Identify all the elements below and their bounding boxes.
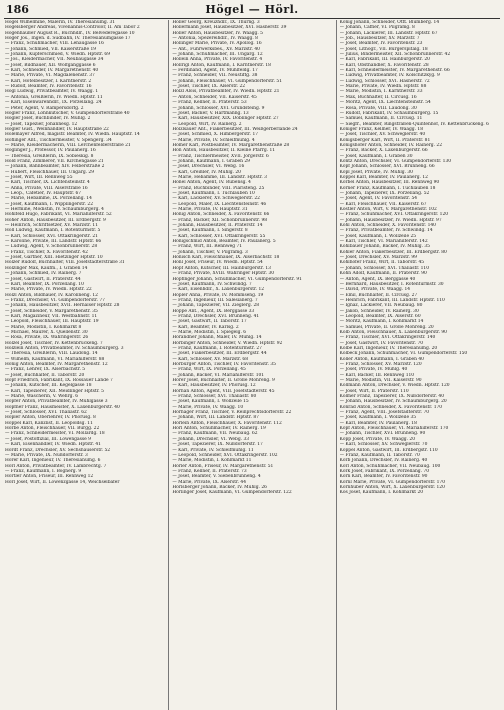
directory-entry: — Rosa, Private, IX. Währingerstr. 26 bbox=[5, 335, 89, 341]
directory-entry: — Ignaz, Lackierer, VII. Neubaug. 80 bbox=[339, 303, 423, 309]
directory-entry: König Johann, Schneider, Ottt. Blumberg. 14 bbox=[339, 20, 440, 25]
directory-entry: — Karl, Schlosser, XVI. Ottakringerstr. 55 bbox=[172, 233, 266, 239]
directory-entry: — Franz, Drechsler, VI. Gumpendorferstr. 77 bbox=[5, 297, 105, 303]
directory-entry: Hörlinger Josef, Kaufmann, VI. Gumpendorferstr. 122 bbox=[172, 490, 292, 496]
directory-entry: — Marie, Wäscherin, V. Wehrg. 6 bbox=[5, 394, 79, 400]
directory-entry: — Hermine, Modistin, IV. Schaumburgerg. 4 bbox=[5, 207, 104, 213]
directory-entry: Hold Franz, Zimmerer, VII. Kirchengasse 21 bbox=[5, 158, 104, 164]
directory-entry: Hölzlein Anton, Privatbeamter, IV. Schaumburgerg. 3 bbox=[5, 345, 124, 351]
directory-entry: — Marie, Modistin, I. Kohlmarkt 8 bbox=[5, 324, 82, 330]
directory-entry: Königshofer Anton, Schneider, IV. Rainerg. 22 bbox=[339, 142, 442, 148]
directory-entry: Königsberger Karl, Wirt, II. Praterstr. 81 bbox=[339, 137, 431, 143]
directory-entry: — Marie, Private, IV. Wiedn. Hptstr. 22 bbox=[5, 287, 92, 293]
directory-entry: — Ludwig, Schlosser, XVI. Hasnerstr. 72 bbox=[339, 78, 430, 84]
directory-entry: Hördt Franz, Drechsler, XV. Sechshauserstr. 52 bbox=[5, 447, 111, 453]
directory-entry: — Johann, Schuhmacher, III. Ungarg. 12 bbox=[172, 52, 263, 58]
directory-entry: Holl Ludwig, Kaufmann, I. Rotenturmstr. 5 bbox=[5, 228, 101, 234]
directory-entry: — Anton, Agent, IX. Berggasse 40 bbox=[339, 276, 416, 282]
page-header bbox=[4, 3, 500, 17]
directory-entry: Höpf Anton, Kutscher, III. Hainburgerstr. 13 bbox=[172, 265, 271, 271]
directory-entry: — Leopold, Maler, IX. Liechtensteinstr. 46 bbox=[172, 201, 267, 207]
directory-entry: — Anton, Schneider, VII. Kaiserstr. 45 bbox=[172, 94, 257, 100]
directory-entry: Hörl Josef, Wirt, II. Löwenzgasse 14, Weichselbäfer bbox=[5, 479, 120, 485]
directory-entry: — Karl, Schneidermeister, IV. Margarethenstr. 66 bbox=[339, 68, 450, 74]
directory-entry: — Josef, Kaufmann, I. Wollzeile 35 bbox=[339, 415, 417, 421]
directory-entry: — Josef, Kaufmann, IV. Schwindg. 7 bbox=[172, 281, 252, 287]
directory-entry: Hölzlsauer Ant., Fiakerbesitzer, III. Weißgerberlände 24 bbox=[172, 126, 298, 132]
column-1 bbox=[4, 20, 165, 710]
directory-entry: Köpf Johann, Schlosser, XVI. Brunneng. 66 bbox=[339, 164, 435, 170]
directory-entry: — Karl, Hotelbesitzer, I. Kärntnerstr. 2 bbox=[5, 78, 92, 84]
directory-entry: Högler Gust., Weinhändler, IV. Hauptstraße 22 bbox=[5, 126, 109, 132]
directory-entry: — Franz, Kaufmann, VII. Neubaug. 62 bbox=[172, 431, 258, 437]
directory-entry: Hörburger Anton, Tischler, IV. Favoritenstr. 35 bbox=[172, 362, 276, 367]
directory-entry: — Karl, Magazineur, VII. Westbahnstr. 11 bbox=[5, 313, 98, 319]
directory-entry: Höflinger Ant., Tischlermeister, V. Spengerg. 34 bbox=[5, 137, 112, 143]
directory-entry: — Leopold, Schneider, XVI. Ottakringerstr. 102 bbox=[172, 452, 278, 458]
directory-entry: — Johann, Kutscher, III. Kegelgasse 18 bbox=[5, 383, 92, 389]
directory-entry: — Johann, Hausbesitzer, IV. Wiedn. Hptstr. 97 bbox=[339, 217, 442, 223]
directory-entry: — Josef, Gastwirt, IV. Favoritenstr. 70 bbox=[339, 340, 424, 346]
directory-entry: — Josef, Kaufmann, I. Wollzeile 15 bbox=[172, 399, 249, 405]
directory-entry: — Johann, Schlosser, XVI. Grundsteing. 9 bbox=[172, 105, 265, 111]
directory-entry: Kohn Adolf, Kaufmann, II. Praterstr. 90 bbox=[339, 271, 427, 277]
directory-entry: Körnl Marie, Private, VI. Gumpendorferstr. 170 bbox=[339, 479, 446, 485]
directory-entry: — Rudolf, Beamter, IV. Favoritenstr. 16 bbox=[5, 84, 92, 90]
directory-entry: — Franz, Kaufmann, II. Taborstr. 70 bbox=[339, 452, 420, 458]
directory-entry: — Johann, Wirt, III. Landstr. Hptstr. 87 bbox=[172, 415, 259, 421]
directory-entry: — Ferdinand, Agent, IV. Mühlfeldg. 17 bbox=[172, 68, 258, 74]
directory-entry: — Leopold, Wirt, IV. Rainerg. 2 bbox=[172, 121, 242, 127]
directory-entry: — Franz, Tischler, X. Favoritenstr. 42 bbox=[5, 249, 88, 255]
directory-entry: — Franz, Tischler, XVI. Ottakringerstr. 140 bbox=[339, 335, 436, 341]
directory-entry: — Siegfr., Beamter, Ringstraßen-Quintenhof, IV. Kettenbrückeng. 6 bbox=[339, 121, 489, 127]
directory-entry: — Josef, Private, IV. Mühlg. 40 bbox=[339, 367, 408, 373]
directory-entry: — Josef, Schneider, V. Margarethenstr. 35 bbox=[5, 308, 98, 314]
directory-entry: — Josef, Bildhauer, XII. Wolfganggasse 6 bbox=[5, 62, 96, 68]
directory-entry: Hönig Anton, Schneider, X. Favoritenstr. 66 bbox=[172, 212, 270, 218]
directory-entry: — Josef, Kaufmann, I. Tuchlauben 10 bbox=[172, 191, 255, 196]
directory-entry: — Josef, Kaufmann, I. Wollzeile 25 bbox=[339, 233, 417, 239]
directory-entry: — Karl, Beamter, IV. Paulanerg. 18 bbox=[339, 420, 417, 426]
directory-entry: Korb Johann, Drechsler, IV. Rainerg. 40 bbox=[339, 458, 428, 464]
directory-entry: — Josef, Lithogr., VII. Bürgerspitalg. 18 bbox=[339, 46, 428, 52]
directory-entry: — Franz, Wirt, III. Rennweg 71 bbox=[172, 244, 243, 250]
directory-entry: Hohlfeld Hugo, Fabrikant, VI. Mariahilferstr. 52 bbox=[5, 212, 112, 218]
directory-entry: — Johann, Schmied, VII. Kaiserstraße 19 bbox=[5, 46, 97, 52]
directory-entry: — Karl, Private, IV. Schleifmühlg. 11 bbox=[172, 447, 254, 453]
directory-entry: — Antonia, Spezereihdlr., IV. Waagg. 8 bbox=[172, 36, 258, 42]
page-title: Högel — Hörl. bbox=[205, 3, 299, 16]
directory-entry: — Karl, Bäcker, III. Rennweg 110 bbox=[339, 372, 415, 378]
directory-entry: Kolbe Karl, Ingenieur, IV. Theresianumg. 20 bbox=[339, 345, 438, 351]
directory-entry: Höllein Anna, Private, IV. Favoritenstr. 4 bbox=[172, 57, 263, 63]
directory-entry: — Karl, Beamter, IX. Porzellang. 10 bbox=[5, 281, 84, 287]
directory-entry: — Bernhard, Hausbesitzer, I. Rotenturmstr. 30 bbox=[339, 281, 444, 287]
directory-entry: Höglinger J., Professor, IV. Paulanerg. 16 bbox=[5, 148, 96, 154]
directory-entry: — Heinrich, Fabrikant, III. Landstr. Hptstr. 110 bbox=[339, 297, 445, 303]
directory-entry: Hörler Anton, Friseur, IV. Margarethenstr. 51 bbox=[172, 463, 274, 469]
directory-entry: — Theresia, Greißlerin, VIII. Laudong. 14 bbox=[5, 351, 98, 357]
directory-entry: Hömer Karl, Postbeamter, IV. Margarethenstraße 28 bbox=[172, 142, 290, 148]
directory-entry: — Franz, Schneidermeister, VI. Mollardg. 18 bbox=[5, 431, 105, 437]
directory-entry: Höpler Anton, Oberlehrer, IV. Phorusg. 8 bbox=[5, 415, 96, 421]
directory-entry: Hönel Anton, Agent, IV. Rubensg. 4 bbox=[172, 180, 251, 186]
directory-entry: Holzer Rudolf, Buchhalter, VIII. Josefstädterstraße 31 bbox=[5, 260, 125, 266]
directory-entry: — Johann, Bäcker, VI. Mariahilferstr. 101 bbox=[172, 372, 265, 378]
directory-entry: Korn Karl, Beamter, IV. Favoritenstr. 90 bbox=[339, 474, 428, 480]
directory-entry: — Wilhelm, Kaufmann, VI. Mariahilferstr. 88 bbox=[5, 356, 105, 362]
directory-entry: — Franz, Schuhmacher, VIII. Lenaugasse 16 bbox=[5, 41, 104, 47]
directory-entry: — Antonia, Greißlerin, IV. Wiedn. Hptstr. 11 bbox=[5, 94, 103, 100]
directory-entry: — Ludwig, Privatbeamter, IV. Kolschitzkyg. 9 bbox=[339, 73, 440, 79]
directory-entry: — Franz, Wirt, IX. Porzellang. 45 bbox=[172, 367, 246, 373]
directory-entry: Högelsberger Andreas, Vivenannis-Controlor, II. Am Tabor 2 bbox=[5, 25, 140, 31]
directory-entry: — Job., Hausbesitzer, XV. Märzstr. 7 bbox=[339, 36, 420, 42]
directory-entry: Hörhan Anton, Agent, VIII. Josefstädterstr. 45 bbox=[172, 388, 275, 394]
directory-entry: Hörl Anton, Schuhmacher, IV. Rainerg. 19 bbox=[172, 426, 266, 432]
directory-entry: — Franz, Agent, VIII. Josefstädterstr. 70 bbox=[339, 410, 430, 416]
directory-entry: Högel Wilhelmine, Malerin, IV. Theresianumg. 31 bbox=[5, 20, 116, 25]
directory-entry: — Josef, Beamter, IV. Favoritenstr. 23 bbox=[339, 41, 423, 47]
directory-entry: Kopf Anton, Fleischhauer, VI. Mariahilferstr. 170 bbox=[339, 426, 449, 432]
directory-entry: — Josef, Tapezier, Johannesg. 12 bbox=[5, 121, 78, 127]
directory-entry: Kohl Anton, Schneider, X. Favoritenstr. 140 bbox=[339, 223, 436, 229]
directory-entry: Kos Josef, Kaufmann, I. Kohlmarkt 20 bbox=[339, 490, 424, 496]
directory-entry: Höllermann Josef, Hausbesitzer, XVI. Hasnerstr. 39 bbox=[172, 25, 287, 31]
directory-entry: — Karl, Schlosser, XV. Märzstr. 68 bbox=[172, 356, 249, 362]
directory-entry: Höpfer Anton, Privatbeamter, IV. Mühlgasse 3 bbox=[5, 399, 108, 405]
directory-entry: — Johann, Caffier, VI. Pilgramg. 8 bbox=[339, 25, 415, 31]
directory-entry: Kopp Josef, Private, IV. Waagg. 20 bbox=[339, 436, 415, 442]
directory-entry: Höller Georg, Kreuzhdlr., IX. Thurng. 3 bbox=[172, 20, 260, 25]
directory-entry: — Josef, Kaufmann, I. Wipplingerstr. 22 bbox=[5, 201, 94, 207]
directory-entry: Hönisch Karl, Fleischhauer, IX. Alserbachstr. 18 bbox=[172, 255, 280, 261]
directory-entry: — Johann, Kaufmann, I. Graben 29 bbox=[172, 158, 250, 164]
directory-entry: — Johann, Tapezierer, IX. Porzellang. 52 bbox=[339, 191, 430, 196]
directory-entry: — Moritz, Kaufmann, I. Kohlmarkt 14 bbox=[339, 319, 424, 325]
directory-entry: Höpfinger Johann, Schuhmacher, VI. Gumpendorferstr. 91 bbox=[172, 276, 302, 282]
directory-entry: — Josef, Agent, IV. Favoritenstr. 54 bbox=[339, 196, 418, 202]
directory-entry: Hoher Anton, Hausbesitzer, III. Erdbergstr. 9 bbox=[5, 217, 106, 223]
directory-entry: — Karl, Lackierer, XV. Schweglerstr. 22 bbox=[172, 196, 260, 202]
directory-entry: — Heinrich, Schriftsetzer, XV. Märzstr. 11 bbox=[5, 223, 99, 229]
directory-entry: Konrad Anton, Schneider, X. Favoritenstr. 170 bbox=[339, 404, 443, 410]
directory-entry: — Jos., Kleidermacher, VII. Neubaugasse 34 bbox=[5, 57, 104, 63]
directory-entry: Högenhaußer August R., Buchhdlr., IV. Belvederegasse 10 bbox=[5, 30, 135, 36]
directory-entry: Kolbeck Johann, Schuhmacher, VI. Gumpendorferstr. 150 bbox=[339, 351, 468, 357]
directory-entry: Hopf Friedrich, Fabrikant, IX. Rossauer Lände 7 bbox=[5, 378, 113, 384]
directory-entry: — Johann, Lackierer, III. Landstr. Hptstr. 67 bbox=[339, 30, 438, 36]
directory-entry: — Theresia, Greißlerin, IX. Sobieskig. 8 bbox=[5, 153, 94, 159]
directory-entry: — Josef, Tischler, XV. Schweglerstr. 40 bbox=[339, 132, 426, 138]
directory-entry: — Leop., Cafetier, IV. Hauptstr. 67 bbox=[5, 191, 82, 196]
directory-entry: — Karl, Obsthändler, X. Favoritenstr. 28 bbox=[339, 62, 429, 68]
directory-entry: — Karl, Hausbesitzer, IV. Phorusg. 12 bbox=[172, 383, 256, 389]
directory-entry: — Franz, Kaufmann, I. Bognerg. 9 bbox=[5, 468, 82, 474]
directory-entry: — Johann, Hausbesitzer, IV. Schaumburgerg. 20 bbox=[339, 399, 447, 405]
directory-entry: — Marie, Private, IV. Wiedn. Hptstr. 88 bbox=[339, 84, 427, 90]
directory-entry: — Marie, Hebamme, III. Landstr. Hptstr. 3 bbox=[172, 174, 267, 180]
directory-entry: Hölemayer Alfred, magistr. Beamter, IV. Wiedn. Hauptstr. 14 bbox=[5, 132, 140, 138]
directory-entry: — David, Private, IV. Waagg. 14 bbox=[339, 287, 411, 293]
directory-entry: — Josef, Buchhalter, II. Taborstr. 20 bbox=[5, 372, 85, 378]
directory-entry: — Marie, Private, IV. Waagg. 10 bbox=[172, 404, 244, 410]
directory-entry: — Franz, Lehrer, IX. Alserbachstr. 5 bbox=[5, 367, 86, 373]
directory-entry: Höppel Karl, Kanzlist, II. Leopoldsg. 11 bbox=[5, 420, 93, 426]
directory-entry: — Michael, Maurer, X. Quellenstr. 30 bbox=[5, 329, 88, 335]
directory-entry: — Karl, Eisenwarenhdlr., IX. Porzellang. 24 bbox=[5, 100, 102, 106]
directory-entry: Höger Jos., Ingen. d. Südbahn, IV. Theresianumgasse 17 bbox=[5, 36, 131, 42]
directory-entry: — Marie, Hebamme, IX. Porzellang. 14 bbox=[5, 196, 92, 202]
directory-entry: — Franz, Ingenieur, III. Salesianerg. 7 bbox=[172, 297, 258, 303]
directory-entry: — Franz, Bäcker, XII. Schönbrunnerstr. 98 bbox=[172, 217, 268, 223]
directory-entry: — Ludwig, Agent, V. Schönbrunnerstr. 28 bbox=[5, 244, 98, 250]
directory-entry: — Josef, Tapezierer, IX. Nußdorferstr. 17 bbox=[172, 442, 263, 448]
directory-entry: — Franz, Schneider, VII. Neustiftg. 38 bbox=[172, 73, 258, 79]
directory-entry: — Josef, Schlosser, XVI. Thaliastr. 62 bbox=[5, 410, 87, 416]
directory-entry: Kohlbauer Johann, Bäcker, IV. Mühlg. 35 bbox=[339, 244, 430, 250]
directory-entry: Högler Josef, Buchbinder, IV. Mühlg. 2 bbox=[5, 116, 91, 122]
directory-entry: — Ant., Fuhrwerksbes., XV. Märzstr. 40 bbox=[172, 46, 260, 52]
directory-entry: Koller Anton, Kaufmann, I. Graben 40 bbox=[339, 356, 424, 362]
directory-entry: — Franz, Privatbeamter, IV. Schwindg. 14 bbox=[339, 228, 433, 234]
directory-entry: Körner Franz, Kaufmann, I. Tuchlauben 18 bbox=[339, 185, 436, 191]
directory-entry: — Johann, Tischler, V. Pilgramg. 3 bbox=[172, 249, 248, 255]
directory-entry: — Jakob, Schneider, IV. Rainerg. 30 bbox=[339, 308, 419, 314]
directory-entry: — Marie, Modistin, I. Kärntnerstr. 33 bbox=[339, 89, 423, 95]
directory-entry: — Karl, Greißler, IV. Mühlg. 20 bbox=[172, 169, 241, 175]
directory-entry: Koppel Anton, Gastwirt, III. Erdbergstr. 110 bbox=[339, 447, 438, 453]
directory-entry: — Franz, Buchbinder, VIII. Piaristeng. 25 bbox=[172, 185, 265, 191]
directory-entry: Köntz Anton, Drechsler, VI. Gumpendorferstr. 130 bbox=[339, 158, 452, 164]
directory-entry: — Johann, Tapezierer, VII. Zieglerg. 28 bbox=[172, 303, 260, 309]
directory-entry: — Samuel, Private, II. Große Mohreng. 20 bbox=[339, 324, 434, 330]
directory-entry: — Josef, Wirt, II. Praterstr. 110 bbox=[339, 388, 409, 394]
directory-entry: — Karoline, Private, III. Landstr. Hptstr. 66 bbox=[5, 239, 102, 245]
directory-entry: — Franz, Kellner, II. Praterstr. 73 bbox=[172, 468, 247, 474]
column-2 bbox=[168, 20, 332, 710]
directory-entry: Körl Anton, Schuhmacher, VII. Neubaug. 100 bbox=[339, 463, 441, 469]
directory-entry: — Karl, Tischler, IX. Lichtensteinstr. 4 bbox=[5, 180, 90, 186]
directory-entry: Holler Anton, Hausbesitzer, IV. Waagg. 5 bbox=[172, 30, 263, 36]
directory-entry: — Karl, Hausbesitzer, XIX. Döblinger Hptstr. 27 bbox=[172, 116, 279, 122]
directory-entry: — Josef, Gastwirt, II. Taborstr. 17 bbox=[172, 319, 247, 325]
directory-entry: Hölzl Alois, Privatbeamter, IV. Wiedn. Hptstr. 21 bbox=[172, 89, 280, 95]
directory-entry: — Leopold, Beamter, IX. Alserstr. 60 bbox=[339, 313, 421, 319]
page-number: 186 bbox=[6, 3, 29, 16]
directory-entry: Köpl Josef, Private, IV. Mühlg. 30 bbox=[339, 169, 413, 175]
directory-entry: — Marie, Kleidermacherin, VIII. Lerchenfelderstraße 21 bbox=[5, 142, 131, 148]
directory-entry: — Josef, Kaufmann, I. Singerstr. 8 bbox=[172, 228, 248, 234]
directory-entry: Körbel Anton, Hausbesitzer, III. Rennweg 90 bbox=[339, 180, 440, 186]
directory-entry: — Karl, Schneider, IV. Margarethenstr. 40 bbox=[5, 68, 99, 74]
directory-entry: Hoppe Ant., Agent, IX. Berggasse 33 bbox=[172, 308, 255, 314]
directory-entry: Hörlein Anton, Fleischhauer, X. Favoritenstr. 112 bbox=[172, 420, 282, 426]
directory-entry: Höllinger Marie, Private, IV. Apollog. 16 bbox=[172, 41, 262, 47]
directory-entry: — Josef, Schmied, X. Himbergerstr. 17 bbox=[172, 132, 259, 138]
directory-entry: Hönig Anton, Beamter, IV. Margarethenstr. 12 bbox=[5, 362, 108, 367]
directory-entry: — Franz, Tischlermeister, XVII. Jörgerstr. 6 bbox=[172, 153, 269, 159]
directory-entry: — Moritz, Agent, IX. Liechtensteinstr. 54 bbox=[339, 100, 431, 106]
directory-entry: — Hubert, Fleischhauer, III. Ungarg. 29 bbox=[5, 169, 95, 175]
directory-entry: — Johann, Schlosser, XVI. Thaliastr. 110 bbox=[339, 265, 430, 271]
directory-entry: — Josef, Drechsler, XV. Märzstr. 99 bbox=[339, 255, 417, 261]
directory-entry: Hörl Anton, Privatbeamter, IV. Lambrechtg. 7 bbox=[5, 463, 107, 469]
directory-entry: — Marie, Modistin, I. Kohlmarkt 11 bbox=[172, 458, 252, 464]
directory-entry: — Josef, Beamter, V. Siebenbrunneng. 4 bbox=[172, 474, 261, 480]
directory-entry: Kollmann Anton, Drechsler, V. Wiedn. Hptstr. 120 bbox=[339, 383, 450, 389]
directory-entry: — Marie, Private, IV. Schleifmühlg. 4 bbox=[172, 137, 255, 143]
directory-entry: — Johann, Hausbesitzer, II. Praterstr. 14 bbox=[172, 223, 263, 229]
directory-entry: — Julius, Bindermeister, XII. Schönbrunnerstr. 42 bbox=[339, 52, 451, 58]
directory-entry: — Franz, Kaufmann, I. Rotenturmstr. 27 bbox=[172, 345, 262, 351]
directory-entry: — Johann, Hausbesitzer, XVII. Hernalser Hptstr. 28 bbox=[5, 303, 120, 309]
directory-entry: Hörlsberger Johann, Bäcker, IV. Mühlg. 26 bbox=[172, 484, 267, 490]
directory-entry: Hönl Josef, Friseur, IV. Wiedn. Hptstr. 54 bbox=[172, 260, 263, 266]
directory-entry: — Karl, Fleischhauer, VII. Kaiserstr. 67 bbox=[339, 201, 427, 207]
directory-entry: — Karl, Schlosser, XVI. Ottakringerstr. 21 bbox=[5, 233, 98, 239]
header-rule bbox=[4, 18, 500, 19]
directory-entry: — Josef, Kaufmann, I. Graben 30 bbox=[339, 153, 413, 159]
directory-entry: — Josef, Gastwirt, II. Praterstr. 44 bbox=[5, 276, 81, 282]
directory-entry: Holzinger Max, Kaufm., I. Graben 14 bbox=[5, 265, 88, 271]
directory-entry: — Leopold, Fleischhauer, III. Hauptstr. 19 bbox=[5, 319, 99, 325]
directory-entry: Hörbinger Anton, Schneider, V. Wiedn. Hptstr. 92 bbox=[172, 340, 283, 346]
directory-entry: Kornhuber Anton, Wirt, X. Laxenburgerstr. 120 bbox=[339, 484, 445, 490]
directory-entry: — Franz, Kellner, II. Praterstr. 53 bbox=[172, 100, 247, 106]
directory-entry: — Max, Buchhalter, II. Circusg. 16 bbox=[339, 94, 417, 100]
directory-entry: — Franz, Schlosser, XV. Märzstr. 120 bbox=[339, 362, 422, 367]
column-3 bbox=[336, 20, 500, 710]
directory-entry: Hörhager Franz, Tischler, V. Reinprechtsdorferstr. 22 bbox=[172, 410, 292, 416]
directory-entry: Hön Anton, Hausbesitzer, II. Kleine Pfarrg. 11 bbox=[172, 148, 276, 154]
directory-entry: Hölzel Josef, Tischler, IV. Kettenbrückeng. 7 bbox=[5, 340, 103, 346]
directory-entry: Hörer Josef, Buchhalter, II. Große Mohreng. 9 bbox=[172, 378, 275, 384]
directory-entry: Hörtler Anton, Friseur, III. Rennweg 12 bbox=[5, 474, 94, 480]
directory-entry: Kohlhofer Franz, Wirt, II. Taborstr. 45 bbox=[339, 260, 425, 266]
directory-entry: — Karl, Beamter, IV. Karlsg. 2 bbox=[172, 324, 239, 330]
directory-entry: Hölzl Anton, Bildhauer, IV. Karolineng. 12 bbox=[5, 292, 98, 298]
directory-entry: — Johann, Kupferschmied, V. Wiedn. Hptstr. 69 bbox=[5, 52, 111, 58]
directory-entry: — Emil, Buchhalter, II. Circusg. 27 bbox=[339, 292, 418, 298]
directory-entry: — Johann, Bahnbeamter, XIV. Felberstraße 2 bbox=[5, 164, 105, 170]
directory-entry: — Marie, Private, IX. Nußdorferstr. 3 bbox=[5, 452, 88, 458]
directory-entry: Hönigschmid Anton, Beamter, IV. Paulanerg. 5 bbox=[172, 239, 276, 245]
directory-entry: — Josef, Wirt, III. Rennweg 55 bbox=[5, 174, 73, 180]
directory-entry: — Johann, Drechsler, VI. Webg. 33 bbox=[172, 436, 250, 442]
directory-entry: — Josef, Gärtner, XIII. Hietzinger Hptstr. 10 bbox=[5, 255, 103, 261]
directory-entry: — Karl, Eisenhdlr., X. Laxenburgerstr. 12 bbox=[172, 287, 265, 293]
directory-entry: — Josef, Fiakerbesitzer, III. Erdbergstr. 44 bbox=[172, 351, 267, 357]
directory-entry: — Franz, Schlosser, XVI. Thaliastr. 80 bbox=[172, 394, 257, 400]
directory-entry: — Peter, Agent, V. Rampersdorfg. 2 bbox=[5, 105, 84, 111]
directory-entry: Höllrigl Anton, Kaufmann, I. Kärntnerstr. 18 bbox=[172, 62, 271, 68]
directory-entry: Kohler Anton, Fiakerbesitzer, III. Erdbergstr. 80 bbox=[339, 249, 447, 255]
directory-entry: — Marie, Modistin, I. Spiegelg. 6 bbox=[172, 329, 247, 335]
directory-entry: Hörer Karl, Ingenieur, IV. Theresianumg. 6 bbox=[5, 458, 101, 464]
directory-entry: — Samuel, Kaufmann, II. Circusg. 11 bbox=[339, 116, 423, 122]
directory-entry: — Rudolf, Fabrikant, IV. Schaumburgerg. 15 bbox=[339, 110, 439, 116]
directory-entry: — Franz, Drechsler, XVI. Brunneng. 41 bbox=[172, 313, 260, 319]
directory-entry: — Marie, Private, VI. Magdalenenstr. 37 bbox=[5, 73, 95, 79]
directory-entry: — Karl, Tischler, VI. Mariahilferstr. 142 bbox=[339, 239, 428, 245]
directory-entry: Hörbe Anton, Fleischhauer, VII. Burgg. 22 bbox=[5, 426, 100, 432]
directory-entry: Hörandner Johann, Maler, IV. Mühlg. 14 bbox=[172, 335, 262, 341]
directory-entry: — Johann, Tischler, XVI. Brunneng. 90 bbox=[339, 431, 426, 437]
directory-entry: — Karl, Tapezierer, XII. Meidlinger Hptstr. 5 bbox=[5, 388, 104, 394]
directory-entry: — Josef, Postoffizial, III. Löwengasse 9 bbox=[5, 436, 91, 442]
directory-entry: Königer Franz, Kellner, IV. Waagg. 18 bbox=[339, 126, 423, 132]
directory-entry: Kolb Anton, Fleischhauer, X. Laxenburgerstr. 90 bbox=[339, 329, 447, 335]
directory-entry: Högl Ludwig, Privatbeamter, IV. Waagg. 1 bbox=[5, 89, 99, 95]
directory-entry: Kolmer Franz, Tapezierer, IX. Nußdorferstr. 40 bbox=[339, 394, 444, 400]
directory-entry: — Franz, Private, XVIII. Währinger Hptstr. 30 bbox=[172, 271, 275, 277]
directory-entry: — Rosa, Private, VIII. Laudong. 30 bbox=[339, 105, 417, 111]
directory-entry: — Karl, Eisenhändler, IV. Wiedn. Hptstr. 41 bbox=[5, 442, 101, 448]
directory-entry: Köppel Karl, Beamter, IV. Paulanerg. 12 bbox=[339, 174, 428, 180]
directory-entry: — Marie, Private, IV. Hauptstr. 31 bbox=[172, 207, 248, 213]
directory-entry: Hopfner Franz, Hausmeister, X. Laxenburgerstr. 40 bbox=[5, 404, 120, 410]
directory-entry: — Josef, Tischler, IX. Alserstr. 22 bbox=[172, 84, 246, 90]
directory-columns bbox=[4, 20, 500, 710]
directory-entry: — Josef, Drechsler, VI. Webg. 16 bbox=[172, 164, 245, 170]
directory-entry: — Franz, Schuhmacher, XVI. Ottakringerstr. 120 bbox=[339, 212, 449, 218]
directory-entry: Högler Franz, Lohnkutscher, V. Gumpendorferstraße 40 bbox=[5, 110, 130, 116]
directory-entry: Köstler Anton, Wirt, V. Margarethenstr. 102 bbox=[339, 207, 437, 213]
directory-entry: — Marie, Private, IX. Alserstr. 44 bbox=[172, 479, 247, 485]
directory-entry: Kork Josef, Fabrikant, IX. Porzellang. 70 bbox=[339, 468, 429, 474]
directory-entry: Höpler Anna, Private, IV. Mommseng. 19 bbox=[172, 292, 264, 298]
directory-entry: — Anna, Private, VIII. Alserstraße 16 bbox=[5, 185, 88, 191]
directory-entry: — Marie, Modistin, VII. Kaiserstr. 90 bbox=[339, 378, 422, 384]
directory-entry: — Karl, Schlosser, XV. Schweglerstr. 70 bbox=[339, 442, 428, 448]
directory-entry: — Karl, Fabrikant, III. Hainburgerstr. 20 bbox=[339, 57, 430, 63]
directory-entry: — Franz, Bäcker, X. Laxenburgerstr. 66 bbox=[339, 148, 428, 154]
directory-entry: — Johann, Fleischhauer, VI. Gumpendorferstr. 51 bbox=[172, 78, 282, 84]
directory-entry: — Johann, Schmied, IV. Rainerg. 7 bbox=[5, 271, 82, 277]
directory-entry: — Josef, Bäcker, V. Hartmanng. 13 bbox=[172, 110, 249, 116]
